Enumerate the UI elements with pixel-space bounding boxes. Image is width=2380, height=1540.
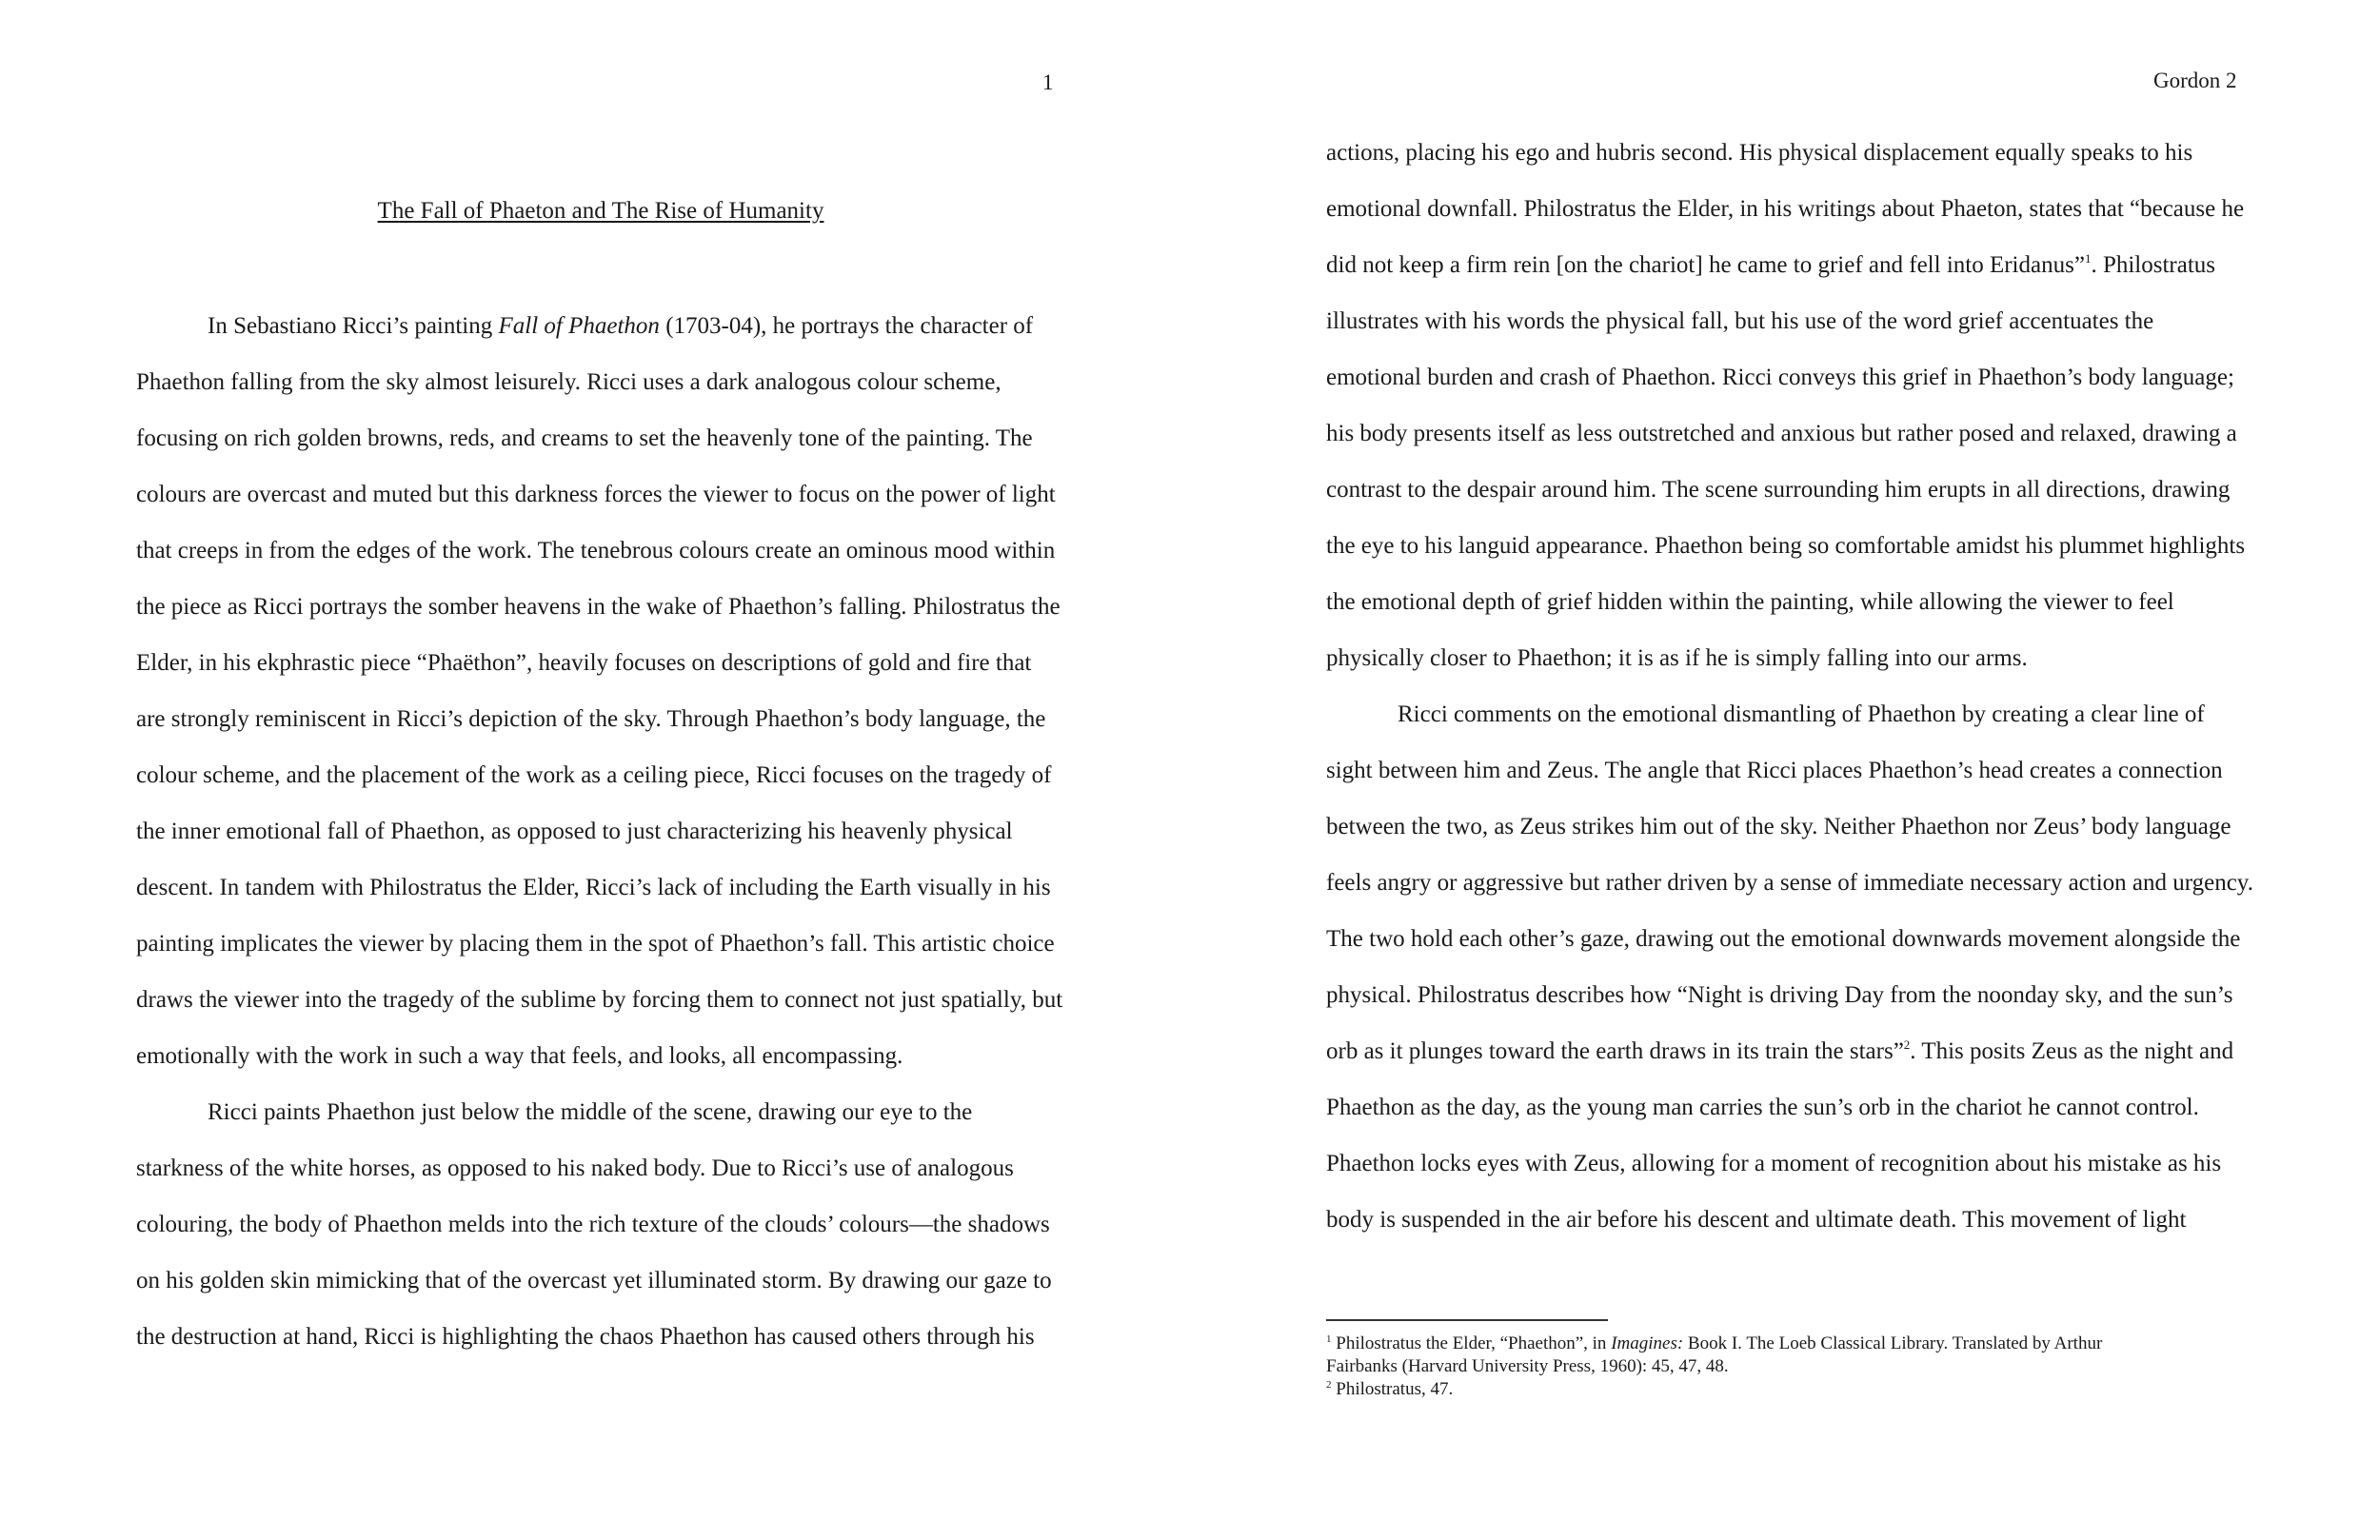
paragraph-line: The two hold each other’s gaze, drawing out the emotional downwards movement alongside the	[1326, 926, 2241, 952]
paragraph-line: the destruction at hand, Ricci is highlighting the chaos Phaethon has caused others through his	[136, 1324, 1035, 1350]
paragraph-line: Ricci paints Phaethon just below the middle of the scene, drawing our eye to the	[208, 1099, 973, 1125]
paragraph-line: descent. In tandem with Philostratus the Elder, Ricci’s lack of including the Earth visually in his	[136, 875, 1051, 900]
paragraph-line: emotionally with the work in such a way that feels, and looks, all encompassing.	[136, 1043, 903, 1069]
paragraph-line: physically closer to Phaethon; it is as if he is simply falling into our arms.	[1326, 645, 2028, 671]
paragraph-line: Phaethon falling from the sky almost leisurely. Ricci uses a dark analogous colour scheme,	[136, 369, 1002, 395]
paragraph-line: the emotional depth of grief hidden within the painting, while allowing the viewer to feel	[1326, 589, 2174, 615]
paragraph-line: actions, placing his ego and hubris second. His physical displacement equally speaks to his	[1326, 140, 2193, 166]
footnote-ref[interactable]: 2	[1903, 1037, 1911, 1052]
paragraph-line: colours are overcast and muted but this darkness forces the viewer to focus on the power of light	[136, 482, 1056, 507]
paragraph-line: the inner emotional fall of Phaethon, as opposed to just characterizing his heavenly physical	[136, 819, 1013, 844]
paragraph-line: Ricci comments on the emotional dismantling of Phaethon by creating a clear line of	[1398, 701, 2205, 727]
footnotes	[1326, 1333, 2102, 1401]
page-right	[1190, 0, 2380, 1540]
footnote-divider	[1326, 1319, 1608, 1321]
left-body-text	[136, 298, 1062, 1365]
paragraph-line: the eye to his languid appearance. Phaethon being so comfortable amidst his plummet highlights	[1326, 533, 2246, 559]
paragraph-line: illustrates with his words the physical fall, but his use of the word grief accentuates the	[1326, 308, 2154, 334]
paragraph-line: emotional burden and crash of Phaethon. Ricci conveys this grief in Phaethon’s body language;	[1326, 365, 2234, 390]
paragraph-line: focusing on rich golden browns, reds, and creams to set the heavenly tone of the painting. The	[136, 425, 1033, 451]
footnote-1: $^1$ Philostratus the Elder, “Phaethon”, in Imagines: Book I. The Loeb Classical Library. Translated by Arthur	[1326, 1333, 2103, 1353]
paragraph-line: did not keep a firm rein [on the chariot] he came to grief and fell into Eridanus”$^1$. Philostratus	[1326, 251, 2216, 278]
right-body-text	[1326, 125, 2253, 1248]
page-number: 1	[1042, 70, 1054, 94]
paragraph-line: emotional downfall. Philostratus the Elder, in his writings about Phaeton, states that “because he	[1326, 196, 2245, 222]
essay-title: The Fall of Phaeton and The Rise of Humanity	[377, 198, 824, 224]
paragraph-line: colouring, the body of Phaethon melds into the rich texture of the clouds’ colours—the shadows	[136, 1212, 1050, 1237]
paragraph-line: orb as it plunges toward the earth draws in its train the stars”$^2$. This posits Zeus as the night and	[1326, 1037, 2234, 1064]
paragraph-line: between the two, as Zeus strikes him out of the sky. Neither Phaethon nor Zeus’ body language	[1326, 814, 2231, 839]
page-header: Gordon 2	[2153, 69, 2237, 92]
paragraph-line: body is suspended in the air before his descent and ultimate death. This movement of light	[1326, 1207, 2187, 1233]
paragraph-line: physical. Philostratus describes how “Night is driving Day from the noonday sky, and the sun’s	[1326, 982, 2233, 1008]
paragraph-line: draws the viewer into the tragedy of the sublime by forcing them to connect not just spatially, but	[136, 987, 1063, 1013]
paragraph-line: In Sebastiano Ricci’s painting Fall of Phaethon (1703-04), he portrays the character of	[208, 313, 1034, 339]
paragraph-line: painting implicates the viewer by placing them in the spot of Phaethon’s fall. This artistic choice	[136, 931, 1055, 957]
paragraph-line: contrast to the despair around him. The scene surrounding him erupts in all directions, drawing	[1326, 477, 2231, 503]
paragraph-line: are strongly reminiscent in Ricci’s depiction of the sky. Through Phaethon’s body language, the	[136, 706, 1046, 732]
footnote-1-continued: Fairbanks (Harvard University Press, 1960): 45, 47, 48.	[1326, 1356, 1729, 1376]
paragraph-line: sight between him and Zeus. The angle that Ricci places Phaethon’s head creates a connection	[1326, 758, 2223, 783]
footnote-2: $^2$ Philostratus, 47.	[1326, 1379, 1454, 1399]
paragraph-line: the piece as Ricci portrays the somber heavens in the wake of Phaethon’s falling. Philostratus the	[136, 594, 1061, 620]
paragraph-line: Phaethon as the day, as the young man carries the sun’s orb in the chariot he cannot control.	[1326, 1095, 2199, 1120]
paragraph-line: feels angry or aggressive but rather driven by a sense of immediate necessary action and urgency.	[1326, 870, 2253, 896]
paragraph-line: Phaethon locks eyes with Zeus, allowing for a moment of recognition about his mistake as his	[1326, 1151, 2222, 1176]
painting-title: Fall of Phaethon	[498, 313, 660, 339]
paragraph-line: colour scheme, and the placement of the work as a ceiling piece, Ricci focuses on the tragedy of	[136, 762, 1052, 788]
paragraph-line: that creeps in from the edges of the work. The tenebrous colours create an ominous mood within	[136, 538, 1056, 563]
footnote-ref[interactable]: 1	[2084, 251, 2092, 266]
paragraph-line: Elder, in his ekphrastic piece “Phaëthon”, heavily focuses on descriptions of gold and fire that	[136, 650, 1032, 676]
paragraph-line: starkness of the white horses, as opposed to his naked body. Due to Ricci’s use of analogous	[136, 1155, 1014, 1181]
paragraph-line: his body presents itself as less outstretched and anxious but rather posed and relaxed, drawing a	[1326, 421, 2237, 446]
paragraph-line: on his golden skin mimicking that of the overcast yet illuminated storm. By drawing our gaze to	[136, 1268, 1052, 1293]
